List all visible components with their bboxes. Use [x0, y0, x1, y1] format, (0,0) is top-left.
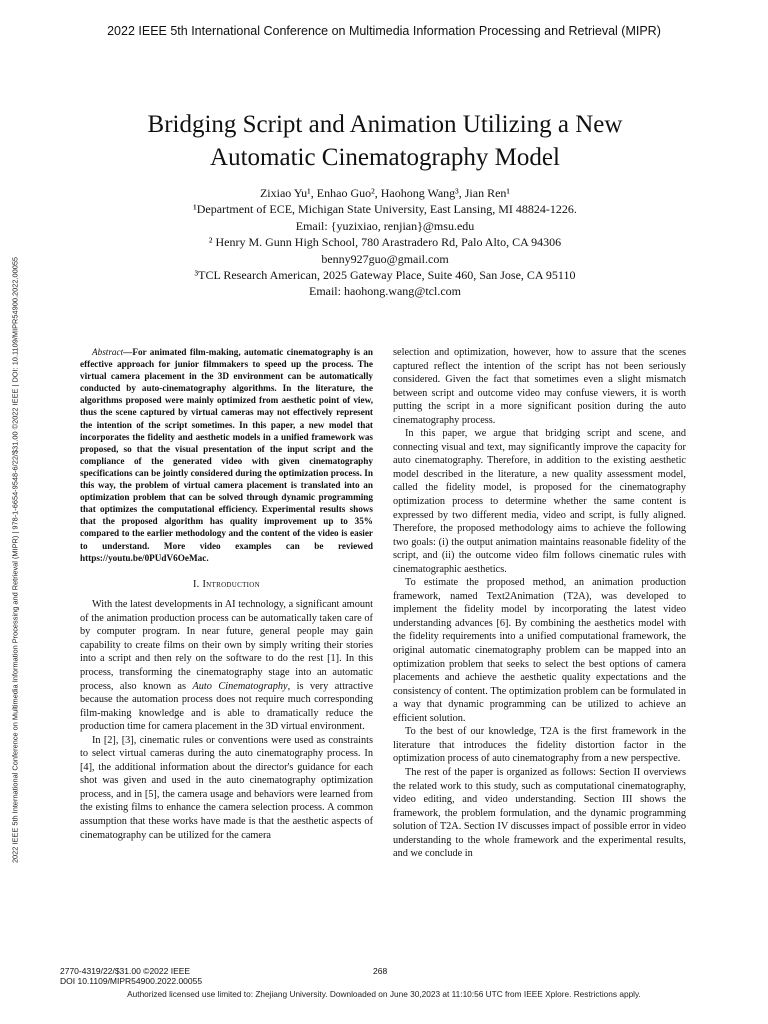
- side-strip-text: 2022 IEEE 5th International Conference on Multimedia Information Processing and Retrieval (MIPR) | 978-1-6654-9548-6/22/$31.00 ©2022 IEEE | DOI: 10.1109/MIPR54900.2022.00055: [10, 256, 20, 864]
- section-title: Introduction: [202, 578, 261, 590]
- intro-paragraph-6: The rest of the paper is organized as follows: Section II overviews the related work to this study, such as computational cinematography, video editing, and video understanding. Section III shows the framework, the problem formulation, and the dynamic programming solution of T2A. Section IV discusses impact of possible error in video understanding to the whole framework and the experimental results, and we conclude in: [393, 766, 686, 860]
- page-number: 268: [373, 966, 388, 976]
- intro-p1-text-a: With the latest developments in AI technology, a significant amount of the animation production process can be automatically taken care of by computer program. In near future, general people may gain capability to create films on their own by simply writing their stories into a script and then rely on the software to do the rest [1]. In this process, transforming the cinematography stage into an automatic process, also known as: [80, 599, 373, 692]
- affiliation-1-email: Email: {yuzixiao, renjian}@msu.edu: [295, 218, 475, 233]
- section-numeral: I.: [192, 578, 200, 590]
- intro-paragraph-3: In this paper, we argue that bridging script and scene, and connecting visual and text, may significantly improve the capacity for auto cinematography. Therefore, in addition to the existing aesthetic model described in the literature, a new quality assessment model, called the fidelity model, is proposed for the cinematography optimization process to determine whether the same content is expressed by two different media, video and script, is fully aligned. Therefore, the proposed methodology aims to achieve the following two goals: (i) the output animation maintains reasonable fidelity of the script, and (ii) the outcome video film follows cinematic rules with cinematographic aesthetics.: [393, 428, 686, 575]
- title-line-1: Bridging Script and Animation Utilizing a New: [147, 111, 623, 138]
- right-column: [393, 346, 686, 861]
- side-watermark-strip: [9, 170, 21, 950]
- abstract-text: —For animated film-making, automatic cinematography is an effective approach for junior filmmakers to speed up the process. The virtual camera placement in the 3D environment can be automatically conducted by auto-cinematography algorithms. In the literature, the algorithms proposed were mainly optimized from aesthetic point of view, thus the scene captured by virtual cameras may not effectively represent the intention of the script sometimes. In this paper, a new model that incorporates the fidelity and aesthetic models in a unified framework was proposed, so that the visual presentation of the input script and the compliance of the generated video with given cinematography specifications can be jointly considered during the optimization process. In this way, the problem of virtual camera placement is translated into an optimization problem that can be solved through dynamic programming that optimizes the computational efficiency. Experimental results shows that the proposed algorithm has quality improvement up to 35% compared to the earlier methodology and the content of the video is easier to understand. More video examples can be reviewed https://youtu.be/0PUdV6OeMac.: [80, 347, 373, 563]
- author-block: [80, 185, 690, 300]
- intro-p1-emphasis: Auto Cinematography: [192, 680, 288, 692]
- affiliation-3: ³TCL Research American, 2025 Gateway Place, Suite 460, San Jose, CA 95110: [194, 268, 576, 283]
- affiliation-2-email: benny927guo@gmail.com: [321, 251, 449, 266]
- affiliation-3-email: Email: haohong.wang@tcl.com: [308, 284, 461, 299]
- paper-title: [60, 108, 710, 174]
- intro-p1-text-b: , is very attractive because the automation process does not require much corresponding film-making knowledge and is able to dramatically reduce the production time for camera placement in the 3D virtual environment.: [80, 680, 374, 733]
- footer-issn: 2770-4319/22/$31.00 ©2022 IEEE: [60, 966, 191, 976]
- conference-header: 2022 IEEE 5th International Conference on Multimedia Information Processing and Retrieval (MIPR): [107, 24, 661, 38]
- intro-paragraph-4: To estimate the proposed method, an animation production framework, named Text2Animation (T2A), was developed to implement the fidelity model by incorporating the latest video understanding advances [6]. By combining the aesthetics model with the fidelity requirements into a unified computational framework, the original automatic cinematography problem can be mapped into an optimization problem that seeks to select the best options of camera placements and achieve the aesthetic quality expectations and the consistency of content. The optimization problem can be formulated in a way that dynamic programming can be utilized to achieve an efficient solution.: [393, 577, 686, 724]
- abstract: [80, 346, 373, 564]
- affiliation-2: ² Henry M. Gunn High School, 780 Arastradero Rd, Palo Alto, CA 94306: [208, 235, 562, 250]
- intro-paragraph-2-continued: selection and optimization, however, how to assure that the scenes captured reflect the intention of the script has not been seriously considered. Given the fact that sometimes even a slight mismatch between script and outcome video may confuse viewers, it is worth putting the script in a more significant position during the auto cinematography process.: [393, 347, 686, 426]
- license-notice: Authorized licensed use limited to: Zhejiang University. Downloaded on June 30,2023 at 11:10:56 UTC from IEEE Xplore. Restrictions apply.: [127, 989, 641, 999]
- intro-paragraph-2: In [2], [3], cinematic rules or conventions were used as constraints to select virtual cameras during the auto cinematography process. In [4], the additional information about the director's guidance for each shot was given and used in the auto cinematography optimization process, and in [5], the camera usage and behaviors were learned from the existing films to enhance the camera selection process. A common assumption that these works have made is that the aesthetic aspects of cinematography can be utilized for the camera: [80, 734, 373, 841]
- footer-copyright: [60, 966, 202, 986]
- intro-paragraph-5: To the best of our knowledge, T2A is the first framework in the literature that introduces the fidelity distortion factor in the optimization process of auto cinematography from a new perspective.: [393, 726, 686, 765]
- author-names: Zixiao Yu¹, Enhao Guo², Haohong Wang³, Jian Ren¹: [259, 186, 511, 200]
- title-line-2: Automatic Cinematography Model: [210, 144, 560, 171]
- left-column: [80, 346, 373, 842]
- abstract-label: Abstract: [92, 347, 124, 357]
- section-heading-introduction: [80, 578, 373, 592]
- intro-paragraph-1: [80, 598, 373, 733]
- affiliation-1: ¹Department of ECE, Michigan State University, East Lansing, MI 48824-1226.: [193, 202, 577, 217]
- footer-doi: DOI 10.1109/MIPR54900.2022.00055: [60, 976, 203, 986]
